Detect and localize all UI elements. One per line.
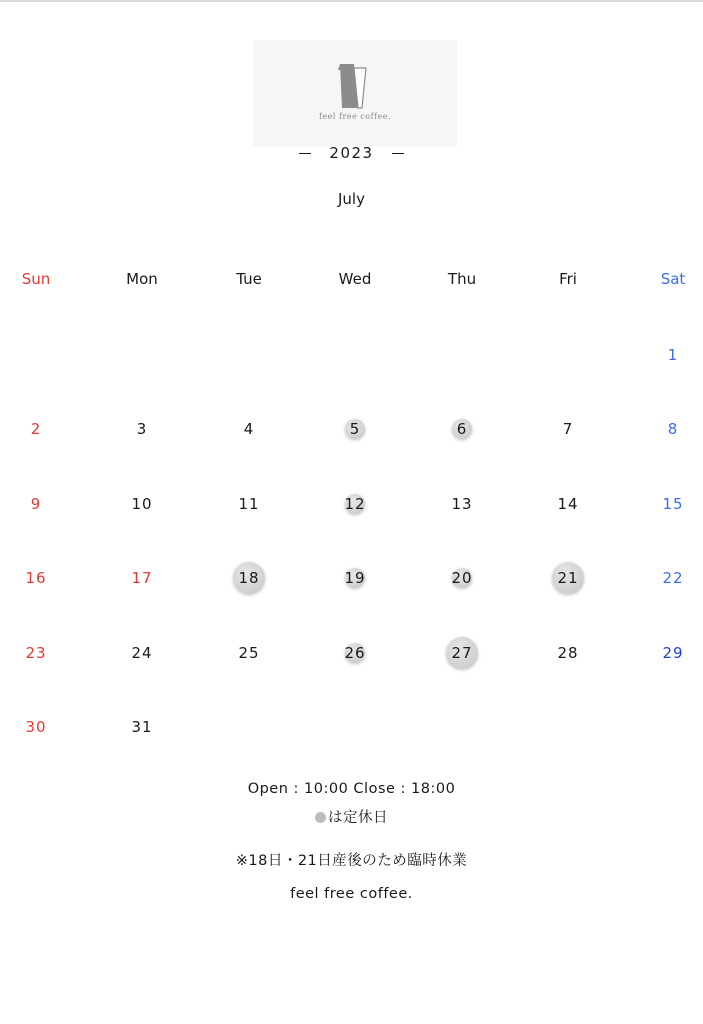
day-number: 19 [344,569,366,587]
day-number: 12 [344,495,366,513]
weekday-wed: Wed [338,270,372,288]
calendar-day-8 [633,414,703,444]
calendar-day-26 [315,638,395,668]
calendar-day-18 [209,563,289,593]
year-dash-right [392,153,404,155]
business-hours: Open : 10:00 Close : 18:00 [247,781,456,797]
day-number: 17 [131,569,153,587]
year-heading [0,144,703,162]
weekday-sun: Sun [21,270,51,288]
calendar-day-22 [633,563,703,593]
calendar-day-12 [315,489,395,519]
calendar-day-9 [0,489,76,519]
day-number: 1 [667,346,679,364]
calendar-day-25 [209,638,289,668]
day-number: 29 [662,644,684,662]
closed-marker-icon [315,812,326,823]
calendar-day-19 [315,563,395,593]
calendar-day-6 [422,414,502,444]
day-number: 13 [451,495,473,513]
day-number: 22 [662,569,684,587]
closed-day-legend [0,806,703,827]
top-divider [0,0,703,2]
calendar-day-10 [102,489,182,519]
calendar-day-5 [315,414,395,444]
weekday-mon: Mon [126,270,158,288]
calendar-day-23 [0,638,76,668]
calendar-day-24 [102,638,182,668]
month-label: July [338,190,365,208]
weekday-sat: Sat [660,270,686,288]
logo-text: feel free coffee. [318,112,392,121]
year-dash-left [299,153,311,155]
legend-text: は定休日 [328,810,388,826]
day-number: 2 [30,420,42,438]
weekday-thu: Thu [447,270,477,288]
day-number: 3 [136,420,148,438]
day-number: 21 [557,569,579,587]
day-number: 20 [451,569,473,587]
calendar-day-28 [528,638,608,668]
day-number: 9 [30,495,42,513]
calendar-day-20 [422,563,502,593]
day-number: 4 [243,420,255,438]
calendar-day-17 [102,563,182,593]
day-number: 11 [238,495,260,513]
calendar-day-1 [633,340,703,370]
year-label: 2023 [329,144,374,162]
day-number: 26 [344,644,366,662]
shop-name: feel free coffee. [290,886,413,902]
day-number: 7 [562,420,574,438]
calendar-day-2 [0,414,76,444]
calendar-day-29 [633,638,703,668]
day-number: 27 [451,644,473,662]
day-number: 23 [25,644,47,662]
day-number: 18 [238,569,260,587]
calendar-day-13 [422,489,502,519]
shop-logo [253,40,457,146]
calendar-day-21 [528,563,608,593]
weekday-fri: Fri [559,270,577,288]
day-number: 31 [131,718,153,736]
calendar-day-27 [422,638,502,668]
calendar-day-30 [0,712,76,742]
calendar-day-3 [102,414,182,444]
day-number: 8 [667,420,679,438]
day-number: 30 [25,718,47,736]
day-number: 10 [131,495,153,513]
calendar-day-14 [528,489,608,519]
coffee-pitcher-icon [336,62,374,110]
weekday-tue: Tue [236,270,262,288]
day-number: 24 [131,644,153,662]
day-number: 15 [662,495,684,513]
calendar-day-7 [528,414,608,444]
calendar-day-31 [102,712,182,742]
calendar-day-4 [209,414,289,444]
calendar-day-11 [209,489,289,519]
temporary-closure-notice: ※18日・21日産後のため臨時休業 [235,853,468,869]
day-number: 28 [557,644,579,662]
calendar-day-15 [633,489,703,519]
day-number: 16 [25,569,47,587]
calendar-day-16 [0,563,76,593]
day-number: 6 [456,420,468,438]
day-number: 25 [238,644,260,662]
day-number: 5 [349,420,361,438]
day-number: 14 [557,495,579,513]
